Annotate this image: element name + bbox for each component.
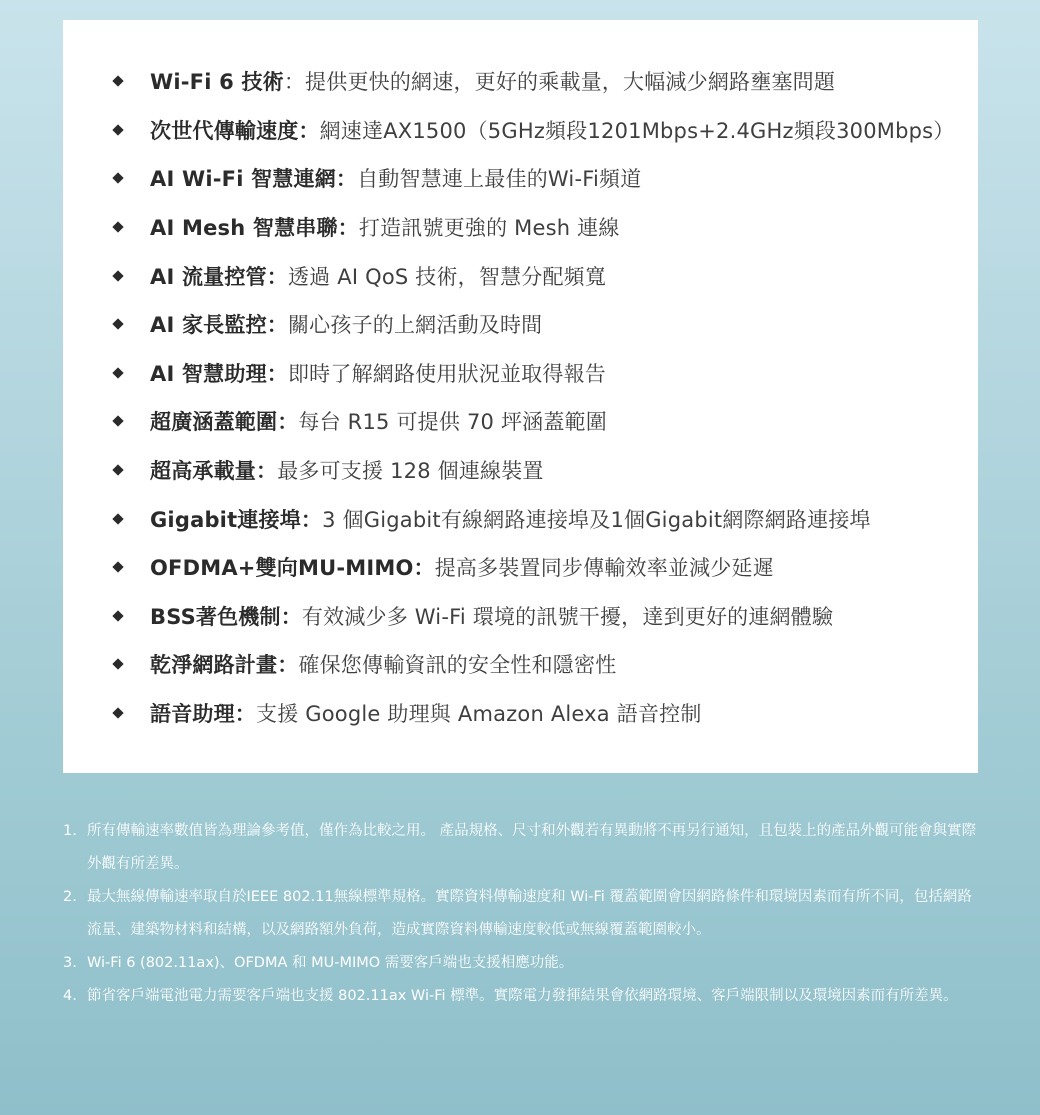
feature-text	[150, 66, 835, 96]
feature-desc: 提高多裝置同步傳輸效率並減少延遲	[434, 556, 774, 581]
footnote-number: 1.	[63, 823, 77, 839]
footnote-item	[63, 947, 978, 980]
feature-title: 超廣涵蓋範圍：	[150, 410, 299, 435]
feature-desc: 打造訊號更強的 Mesh 連線	[358, 216, 620, 241]
footnote-text: 最大無線傳輸速率取自於IEEE 802.11無線標準規格。實際資料傳輸速度和 Wi-Fi 覆蓋範圍會因網路條件和環境因素而有所不同，包括網路流量、建築物材料和結構，以及網路額外負荷，造成實際資料傳輸速度較低或無線覆蓋範圍較小。	[87, 889, 972, 938]
feature-title: Gigabit連接埠：	[150, 507, 323, 532]
footnotes	[63, 815, 978, 1013]
footnote-number: 4.	[63, 988, 77, 1004]
feature-title: BSS著色機制：	[150, 604, 302, 629]
feature-desc: 透過 AI QoS 技術，智慧分配頻寬	[287, 264, 607, 289]
footnote-number: 3.	[63, 955, 77, 971]
diamond-bullet-icon	[112, 221, 123, 232]
feature-title: AI 智慧助理：	[150, 361, 288, 386]
feature-desc: 有效減少多 Wi-Fi 環境的訊號干擾，達到更好的連網體驗	[301, 604, 834, 629]
feature-title: OFDMA+雙向MU-MIMO：	[150, 556, 435, 581]
feature-text	[150, 649, 616, 679]
feature-item	[63, 543, 978, 592]
feature-desc: 支援 Google 助理與 Amazon Alexa 語音控制	[256, 702, 702, 727]
diamond-bullet-icon	[112, 416, 123, 427]
feature-text	[150, 309, 542, 339]
feature-title: AI 流量控管：	[150, 264, 288, 289]
feature-desc: 關心孩子的上網活動及時間	[287, 313, 543, 338]
feature-text	[150, 261, 606, 291]
feature-item	[63, 251, 978, 300]
feature-title: 超高承載量：	[150, 459, 278, 484]
feature-text	[150, 212, 620, 242]
feature-title: 乾淨網路計畫：	[150, 653, 299, 678]
feature-text	[150, 115, 955, 145]
diamond-bullet-icon	[112, 76, 123, 87]
feature-desc: 3 個Gigabit有線網路連接埠及1個Gigabit網際網路連接埠	[322, 507, 871, 532]
footnote-text: Wi-Fi 6 (802.11ax)、OFDMA 和 MU-MIMO 需要客戶端也支援相應功能。	[87, 955, 574, 971]
feature-item	[63, 154, 978, 203]
footnote-item	[63, 980, 978, 1013]
footnote-text: 節省客戶端電池電力需要客戶端也支援 802.11ax Wi-Fi 標準。實際電力發揮結果會依網路環境、客戶端限制以及環境因素而有所差異。	[87, 988, 958, 1004]
feature-text	[150, 552, 774, 582]
feature-item	[63, 446, 978, 495]
diamond-bullet-icon	[112, 319, 123, 330]
feature-text	[150, 698, 702, 728]
diamond-bullet-icon	[112, 270, 123, 281]
feature-title: Wi-Fi 6 技術	[150, 70, 284, 95]
footnote-item	[63, 881, 978, 947]
footnote-number: 2.	[63, 889, 77, 905]
feature-desc: 網速達AX1500（5GHz頻段1201Mbps+2.4GHz頻段300Mbps）	[319, 118, 955, 143]
feature-text	[150, 358, 606, 388]
feature-desc: 自動智慧連上最佳的Wi-Fi頻道	[357, 167, 642, 192]
feature-item	[63, 349, 978, 398]
diamond-bullet-icon	[112, 707, 123, 718]
feature-title: 次世代傳輸速度：	[150, 118, 320, 143]
feature-item	[63, 106, 978, 155]
feature-item	[63, 689, 978, 738]
feature-text	[150, 455, 544, 485]
feature-item	[63, 203, 978, 252]
diamond-bullet-icon	[112, 513, 123, 524]
diamond-bullet-icon	[112, 464, 123, 475]
feature-desc: 最多可支援 128 個連線裝置	[277, 459, 544, 484]
diamond-bullet-icon	[112, 124, 123, 135]
feature-desc: 即時了解網路使用狀況並取得報告	[287, 361, 606, 386]
feature-text	[150, 601, 833, 631]
feature-title: 語音助理：	[150, 702, 256, 727]
diamond-bullet-icon	[112, 367, 123, 378]
feature-text	[150, 504, 871, 534]
feature-item	[63, 494, 978, 543]
feature-desc: 確保您傳輸資訊的安全性和隱密性	[298, 653, 617, 678]
feature-item	[63, 57, 978, 106]
diamond-bullet-icon	[112, 562, 123, 573]
feature-title: AI Wi-Fi 智慧連網：	[150, 167, 358, 192]
feature-item	[63, 592, 978, 641]
footnote-text: 所有傳輸速率數值皆為理論參考值，僅作為比較之用。 產品規格、尺寸和外觀若有異動將不再另行通知，且包裝上的產品外觀可能會與實際外觀有所差異。	[87, 823, 977, 872]
feature-list	[63, 57, 978, 737]
feature-item	[63, 397, 978, 446]
diamond-bullet-icon	[112, 610, 123, 621]
diamond-bullet-icon	[112, 173, 123, 184]
feature-text	[150, 406, 607, 436]
feature-desc: ：提供更快的網速，更好的乘載量，大幅減少網路壅塞問題	[283, 70, 836, 95]
diamond-bullet-icon	[112, 659, 123, 670]
feature-item	[63, 640, 978, 689]
feature-card	[63, 20, 978, 773]
footnote-item	[63, 815, 978, 881]
feature-desc: 每台 R15 可提供 70 坪涵蓋範圍	[298, 410, 607, 435]
feature-title: AI 家長監控：	[150, 313, 288, 338]
feature-title: AI Mesh 智慧串聯：	[150, 216, 359, 241]
feature-text	[150, 163, 641, 193]
feature-item	[63, 300, 978, 349]
